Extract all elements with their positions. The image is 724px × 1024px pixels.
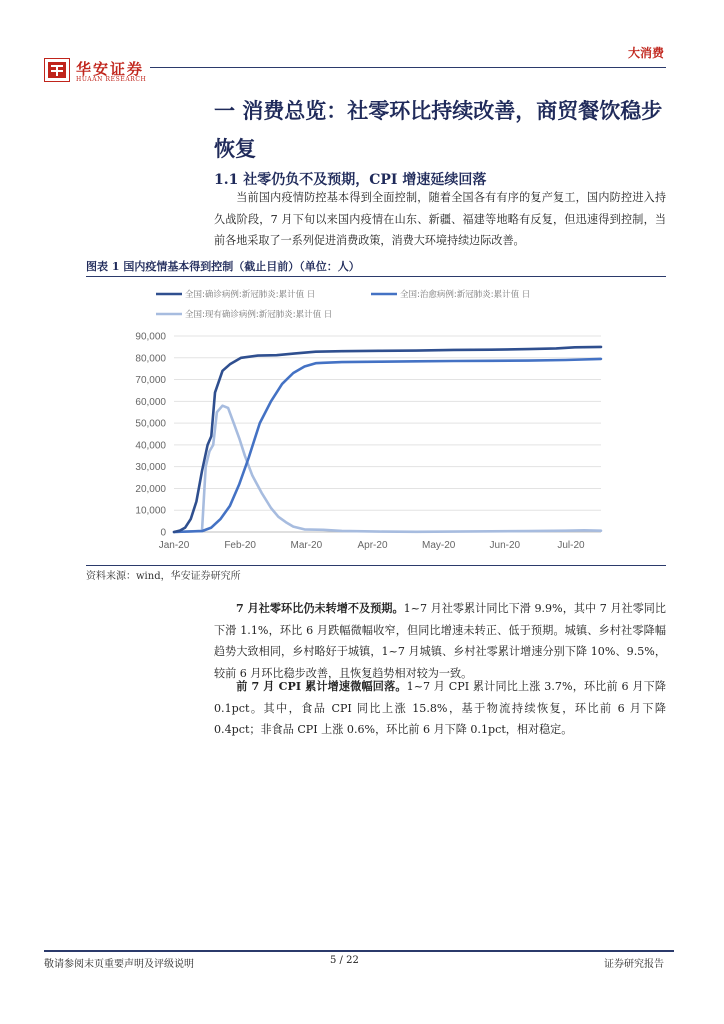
- retail-lead: 7 月社零环比仍未转增不及预期。: [236, 602, 404, 615]
- legend-label-recovered: 全国:治愈病例:新冠肺炎:累计值 日: [400, 290, 531, 300]
- x-tick-label: Jun-20: [489, 540, 521, 551]
- intro-text: 当前国内疫情防控基本得到全面控制，随着全国各有有序的复产复工，国内防控进入持久战阶段，7 月下旬以来国内疫情在山东、新疆、福建等地略有反复，但迅速得到控制，当前各地采取了一系列促进消费政策，消费大环境持续边际改善。: [214, 191, 666, 247]
- legend-label-active: 全国:现有确诊病例:新冠肺炎:累计值 日: [185, 310, 333, 320]
- x-tick-label: Jan-20: [158, 540, 190, 551]
- legend-label-confirmed: 全国:确诊病例:新冠肺炎:累计值 日: [185, 290, 316, 300]
- series-line-recovered: [174, 359, 601, 532]
- cpi-lead: 前 7 月 CPI 累计增速微幅回落。: [236, 680, 407, 693]
- footer-disclaimer: 敬请参阅末页重要声明及评级说明: [44, 959, 194, 970]
- figure-bottom-divider: [86, 565, 666, 566]
- retail-paragraph: [214, 598, 666, 684]
- figure-top-divider: [86, 276, 666, 277]
- y-tick-label: 20,000: [135, 483, 166, 495]
- y-tick-label: 90,000: [135, 331, 166, 343]
- x-tick-label: May-20: [421, 540, 456, 551]
- retail-body: 1~7 月社零累计同比下滑 9.9%，其中 7 月社零同比下滑 1.1%，环比 6 月跌幅微幅收窄，但同比增速未转正、低于预期。城镇、乡村社零降幅趋势大致相同，乡村略好于城镇，1~7 月城镇、乡村社零累计增速分别下降 10%、9.5%，较前 6 月环比稳步改善，且恢复趋势相对较为一致。: [214, 602, 666, 680]
- header-category: 大消费: [627, 46, 664, 60]
- series-line-confirmed: [174, 347, 601, 532]
- y-tick-label: 30,000: [135, 462, 166, 474]
- cpi-paragraph: [214, 676, 666, 741]
- section-title: 一 消费总览：社零环比持续改善，商贸餐饮稳步恢复: [214, 98, 663, 161]
- x-tick-label: Jul-20: [557, 540, 585, 551]
- logo-name: 华安证券: [76, 60, 145, 78]
- figure-caption: 图表 1 国内疫情基本得到控制（截止目前）（单位：人）: [86, 260, 360, 273]
- covid-cases-line-chart: [86, 278, 666, 562]
- x-tick-label: Feb-20: [224, 540, 257, 551]
- y-tick-label: 0: [160, 527, 166, 539]
- cpi-body: 1~7 月 CPI 累计同比上涨 3.7%，环比前 6 月下降 0.1pct。其中，食品 CPI 同比上涨 15.8%，基于物流持续恢复，环比前 6 月下降 0.4pct；非食品 CPI 上涨 0.6%，环比前 6 月下降 0.1pct，相对稳定。: [214, 680, 667, 736]
- chart-series: [174, 347, 601, 532]
- y-tick-label: 50,000: [135, 418, 166, 430]
- x-axis-ticks: [159, 540, 585, 551]
- y-tick-label: 40,000: [135, 440, 166, 452]
- subsection-title: 1.1 社零仍负不及预期，CPI 增速延续回落: [214, 172, 487, 188]
- footer-doc-type: 证券研究报告: [604, 959, 664, 970]
- y-axis-ticks: [135, 332, 166, 539]
- y-tick-label: 70,000: [135, 375, 166, 387]
- x-tick-label: Mar-20: [290, 540, 323, 551]
- logo-subtitle: HUAAN RESEARCH: [76, 76, 147, 83]
- intro-paragraph: [214, 187, 666, 252]
- figure-source: 资料来源：wind，华安证券研究所: [86, 571, 241, 582]
- series-line-active: [174, 406, 601, 532]
- x-tick-label: Apr-20: [357, 540, 388, 551]
- header-divider: [150, 67, 666, 68]
- y-tick-label: 80,000: [135, 353, 166, 365]
- y-tick-label: 60,000: [135, 396, 166, 408]
- y-tick-label: 10,000: [135, 505, 166, 517]
- page-number: 5 / 22: [330, 955, 359, 966]
- footer-divider: [44, 950, 674, 952]
- chart-legend: [156, 289, 530, 320]
- logo-icon: [44, 58, 70, 82]
